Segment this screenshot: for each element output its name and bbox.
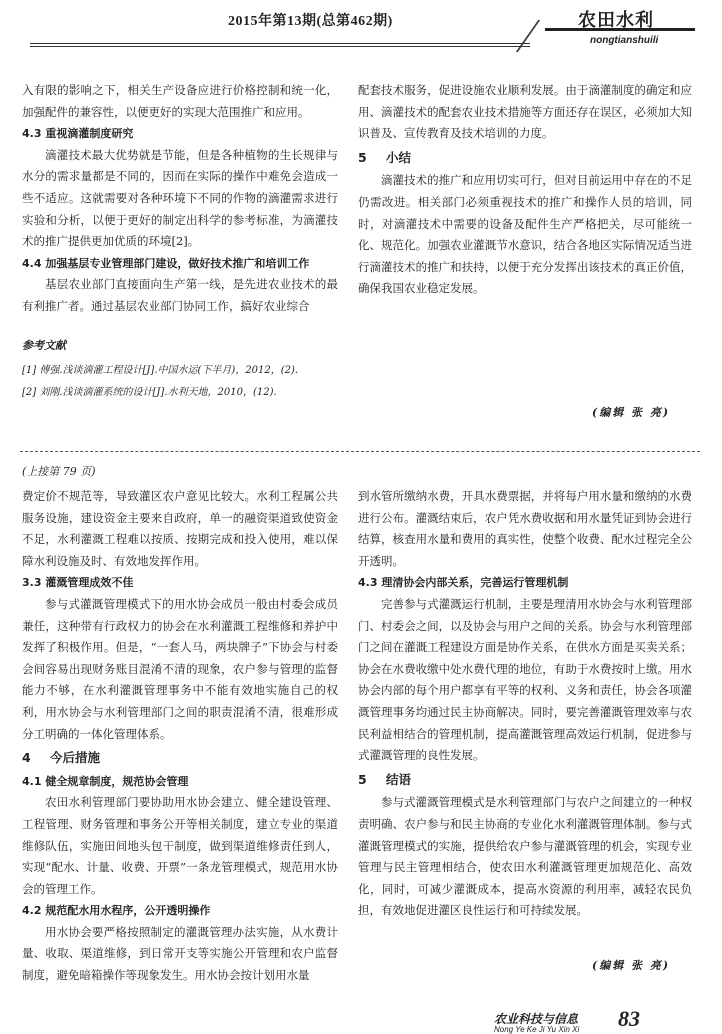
- section-heading-3-3: 3.3 灌溉管理成效不佳: [22, 576, 134, 590]
- paragraph: 入有限的影响之下，相关生产设备应进行价格控制和统一化，加强配件的兼容性，以便更好的实现大范围推广和应用。: [22, 83, 338, 119]
- references-title: 参考文献: [22, 339, 66, 352]
- section-heading-4: [22, 747, 338, 769]
- editor-credit: (编辑 张 亮): [592, 959, 671, 972]
- heading-number: 5: [358, 149, 367, 165]
- heading-title: 小结: [386, 149, 412, 165]
- paragraph: 基层农业部门直接面向生产第一线，是先进农业技术的最有利推广者。通过基层农业部门协同工作，搞好农业综合: [22, 277, 338, 313]
- header-rule-thin: [30, 46, 530, 47]
- paragraph: 配套技术服务，促进设施农业顺利发展。由于滴灌制度的确定和应用、滴灌技术的配套农业技术措施等方面还存在误区，必须加大知识普及、宣传教育及技术培训的力度。: [358, 83, 692, 141]
- paragraph: 到水管所缴纳水费，开具水费票据，并将每户用水量和缴纳的水费进行公布。灌溉结束后，农户凭水费收据和用水量凭证到协会进行结算，核查用水量和费用的真实性，使整个收费、配水过程完全公开透明。: [358, 489, 692, 568]
- reference-item: [1] 傅强.浅谈滴灌工程设计[J].中国水运(下半月)，2012，(2).: [22, 365, 299, 376]
- heading-number: 4: [22, 750, 31, 766]
- section-heading-4-3: 4.3 重视滴灌制度研究: [22, 127, 134, 141]
- section-heading-5: [358, 147, 692, 169]
- top-left-column: [22, 80, 338, 318]
- article-separator: [20, 451, 700, 452]
- paragraph: 参与式灌溉管理模式是水利管理部门与农户之间建立的一种权责明确、农户参与和民主协商的专业化水利灌溉管理体制。参与式灌溉管理模式的实施，提供给农户参与灌溉管理的机会，实现专业管理与民主管理相结合，使农田水利灌溉管理更加规范化、高效化，同时，可减少灌溉成本，提高水资源的利用率，减轻农民负担，有效地促进灌区良性运行和可持续发展。: [358, 795, 692, 918]
- continued-note: (上接第 79 页): [22, 465, 96, 478]
- column-pinyin: nongtianshuili: [590, 35, 659, 46]
- column-title: 农田水利: [578, 10, 654, 31]
- section-heading-5: [358, 769, 692, 791]
- issue-number: 2015年第13期(总第462期): [228, 14, 393, 29]
- journal-name: 农业科技与信息: [494, 1012, 579, 1026]
- section-heading-4-1: 4.1 健全规章制度，规范协会管理: [22, 774, 189, 788]
- journal-pinyin: Nong Ye Ke Ji Yu Xin Xi: [494, 1025, 580, 1034]
- header-slash: [516, 20, 540, 52]
- reference-item: [2] 刘刚.浅谈滴灌系统的设计[J].水利天地，2010，(12).: [22, 387, 277, 398]
- heading-number: 5: [358, 771, 367, 787]
- paragraph: 完善参与式灌溉运行机制，主要是理清用水协会与水利管理部门、村委会之间，以及协会与用户之间的关系。协会与水利管理部门之间在灌溉工程建设方面是协作关系，在供水方面是买卖关系；协会在水费收缴中处水费代理的地位，有助于水费按时上缴。用水协会内部的每个用户都享有平等的权利、义务和责任，协会各项灌溉管理事务均通过民主协商解决。同时，要完善灌溉管理效率与农民利益相结合的管理机制，提高灌溉管理高效运行机制，促进参与式灌溉管理的良性发展。: [358, 596, 692, 763]
- editor-credit: (编辑 张 亮): [592, 406, 671, 419]
- page-number: 83: [618, 1006, 640, 1031]
- paragraph: 农田水利管理部门要协助用水协会建立、健全建设管理、工程管理、财务管理和事务公开等相关制度，建立专业的渠道维修队伍，实施田间地头包干制度，做到渠道维修责任到人，实现“配水、计量、收费、开票”一条龙管理模式，规范用水协会的管理工作。: [22, 795, 338, 896]
- top-right-column: [358, 80, 692, 300]
- paragraph: 用水协会要严格按照制定的灌溉管理办法实施，从水费计量、收取、渠道维修，到日常开支等实施公开管理和农户监督制度，避免暗箱操作等现象发生。用水协会按计划用水量: [22, 924, 338, 983]
- paragraph: 费定价不规范等，导致灌区农户意见比较大。水利工程属公共服务设施，建设资金主要来自政府，单一的融资渠道致使资金不足，水利灌溉工程难以按质、按期完成和投入使用，难以保障水利设施及时、有效地发挥作用。: [22, 489, 338, 568]
- paragraph: 滴灌技术最大优势就是节能，但是各种植物的生长规律与水分的需求量都是不同的，因而在实际的操作中难免会造成一些不适应。这就需要对各种环境下不同的作物的滴灌需求进行实验和分析，以便于更好的制定出科学的参考标准，为滴灌技术的推广提供更加优质的环境[2]。: [22, 147, 338, 249]
- heading-title: 结语: [386, 771, 412, 787]
- heading-title: 今后措施: [50, 750, 101, 766]
- section-heading-4-4: 4.4 加强基层专业管理部门建设，做好技术推广和培训工作: [22, 256, 310, 270]
- section-heading-4-3: 4.3 理清协会内部关系，完善运行管理机制: [358, 576, 569, 590]
- paragraph: 参与式灌溉管理模式下的用水协会成员一般由村委会成员兼任，这种带有行政权力的协会在水利灌溉工程维修和养护中发挥了积极作用。但是，“一套人马，两块牌子”下协会与村委会间容易出现财务账目混淆不清的现象，农户参与管理的监督能力不够，在水利灌溉管理事务中不能有效地实施自己的权利，用水协会与水利管理部门之间的职责混淆不清，很难形成分工明确的一体化管理体系。: [22, 596, 338, 741]
- bottom-left-column: [22, 486, 338, 987]
- section-heading-4-2: 4.2 规范配水用水程序，公开透明操作: [22, 904, 211, 918]
- header-rule: [30, 43, 530, 44]
- paragraph: 滴灌技术的推广和应用切实可行，但对目前运用中存在的不足仍需改进。相关部门必须重视技术的推广和操作人员的培训，同时，对滴灌技术中需要的设备及配件生产严格把关，尽可能统一化、规范化。加强农业灌溉节水意识，结合各地区实际情况适当进行滴灌技术的推广和扶持，以便于充分发挥出该技术的真正价值，确保我国农业稳定发展。: [358, 173, 692, 296]
- bottom-right-column: [358, 486, 692, 922]
